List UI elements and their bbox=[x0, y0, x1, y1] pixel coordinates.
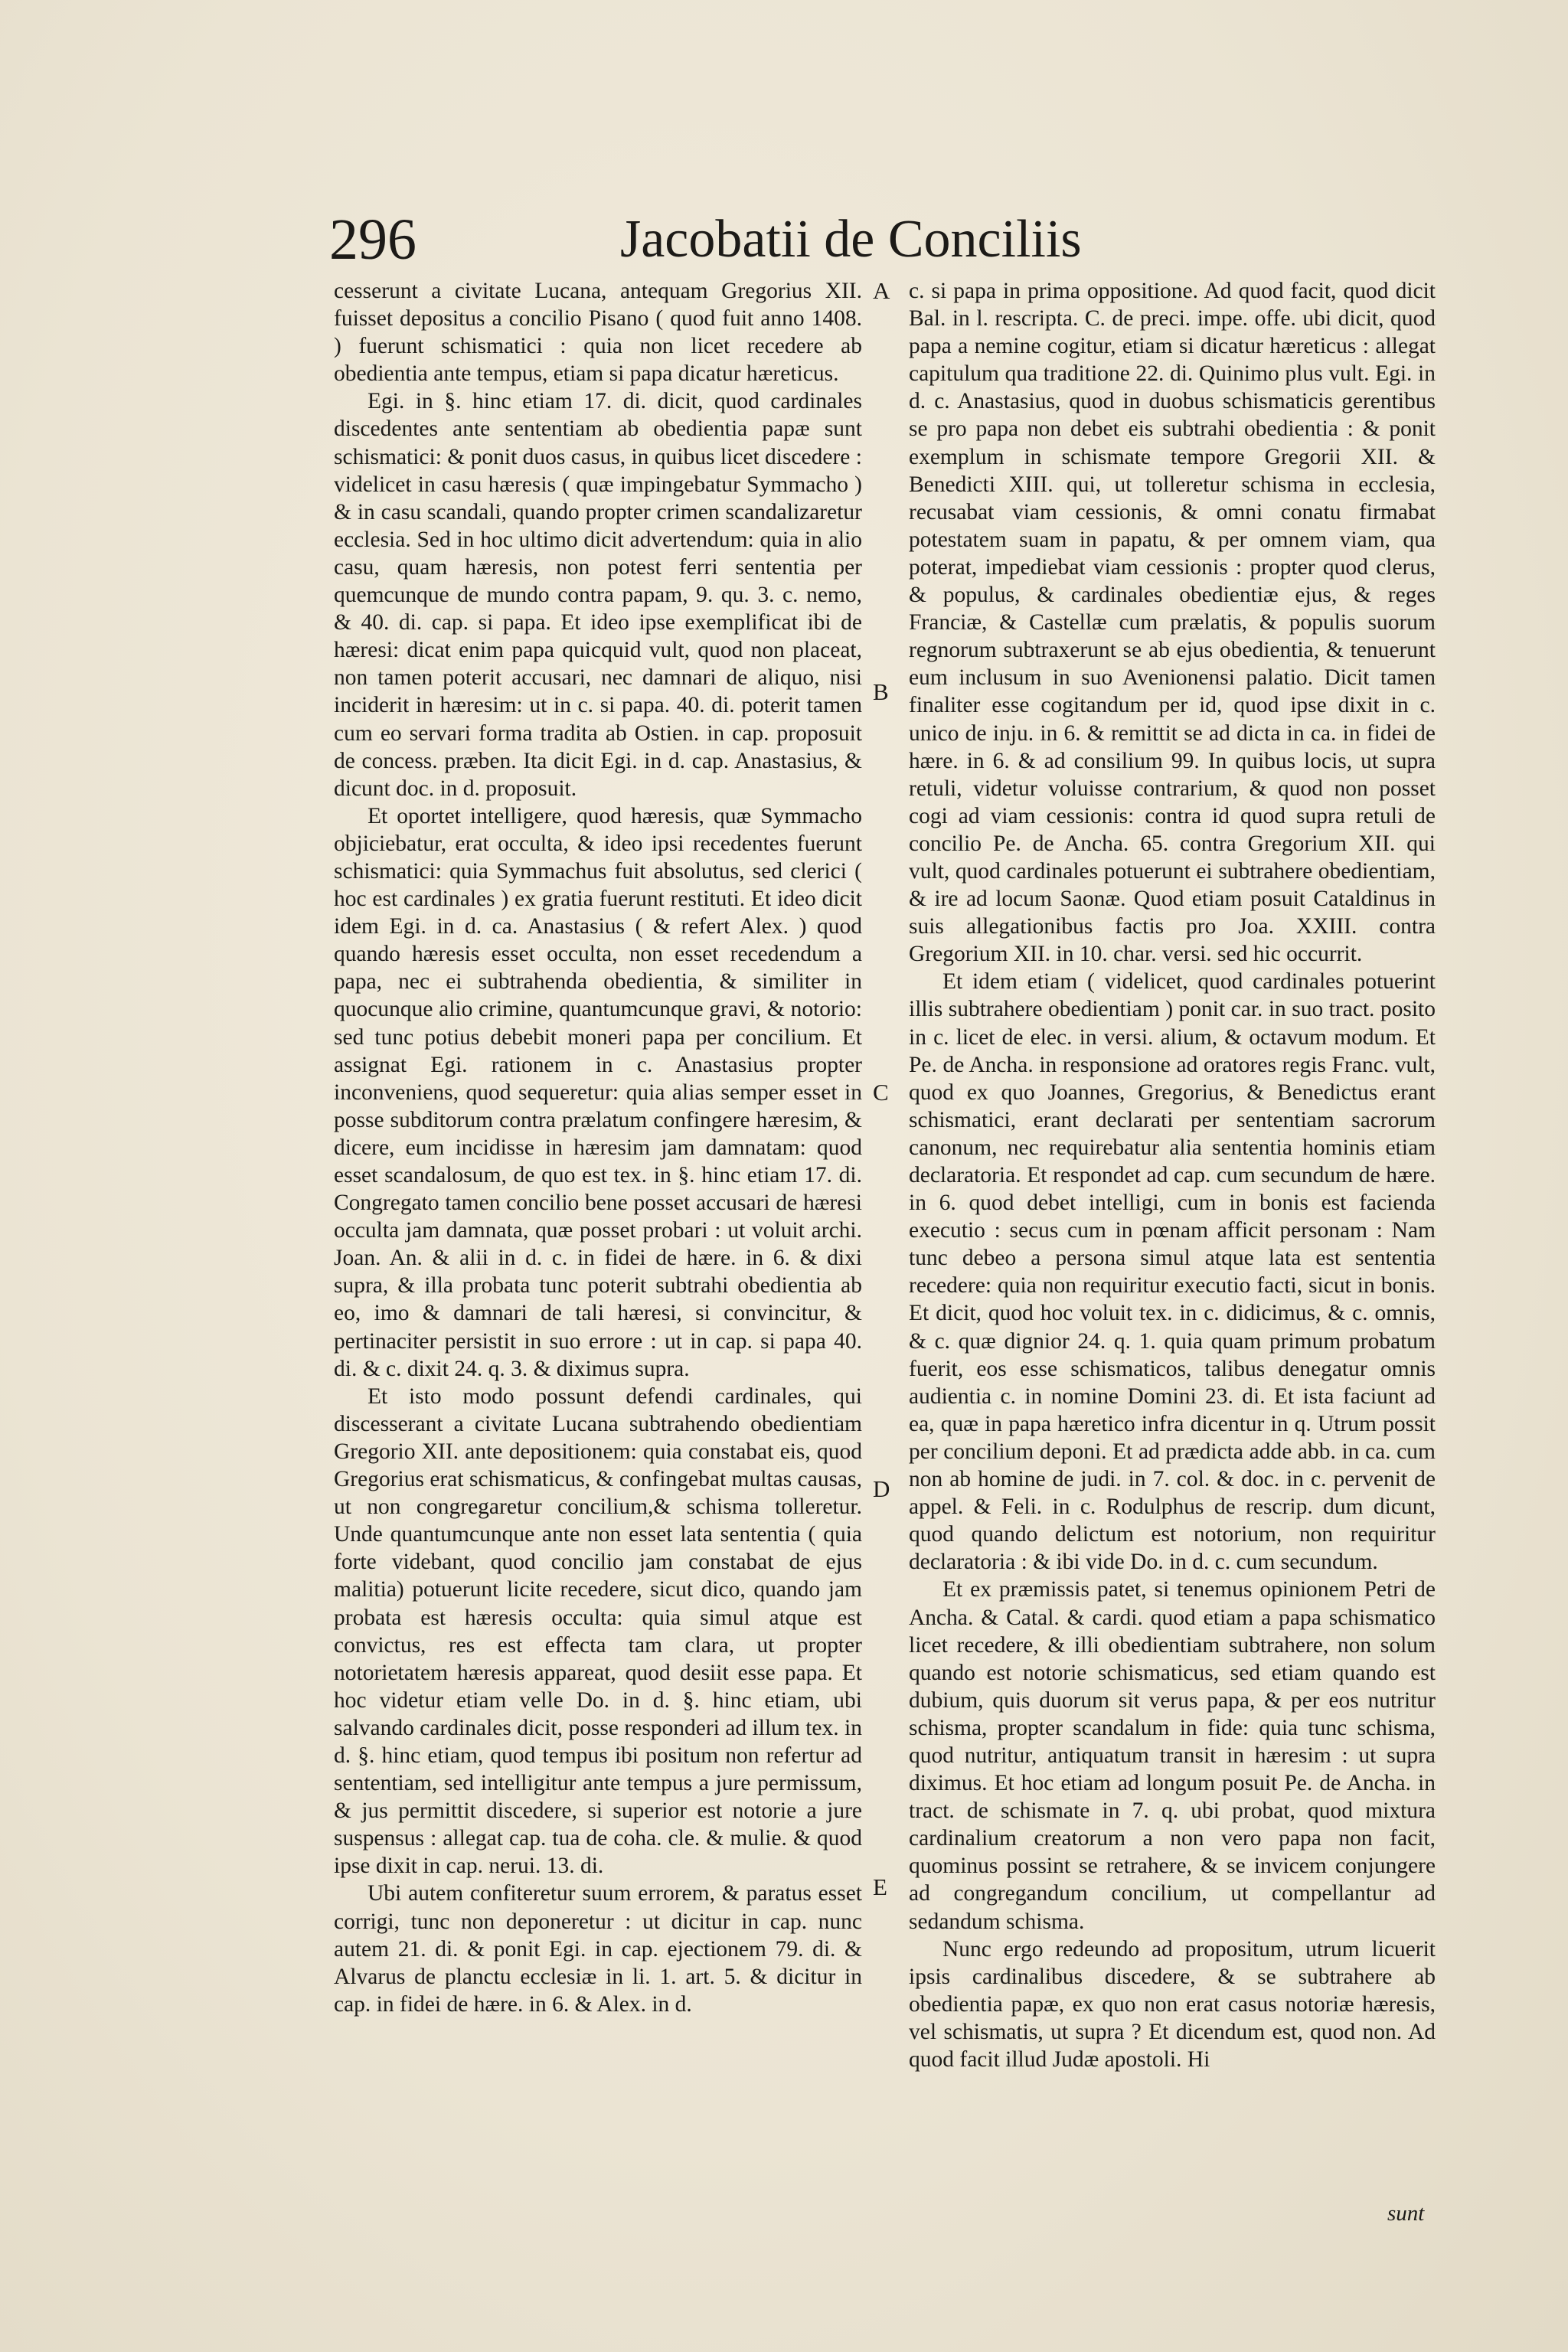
paragraph: c. si papa in prima oppositione. Ad quod facit, quod dicit Bal. in l. rescripta. C. de preci. impe. offe. ubi dicit, quod papa a nemine cogitur, etiam si dicatur hæreticus : allegat capitulum qua traditione 22. di. Quinimo plus vult. Egi. in d. c. Anastasius, quod in duobus schismaticis gerentibus se pro papa non debet eis subtrahi obedientia : & ponit exemplum in schismate tempore Gregorii XII. & Benedicti XIII. qui, ut tolleretur schisma in ecclesia, recusabat viam cessionis, & omni conatu firmabat potestatem suam in papatu, & per omnem viam, qua poterat, impediebat viam cessionis : propter quod clerus, & populus, & cardinales obedientiæ ejus, & reges Franciæ, & Castellæ cum prælatis, & populis suorum regnorum subtraxerunt se ab ejus obedientia, & tenuerunt eum inclusum in suo Avenionensi palatio. Dicit tamen finaliter esse cogitandum per id, quod ipse dixit in c. unico de inju. in 6. & remittit se ad dicta in ca. in fidei de hære. in 6. & ad consilium 99. In quibus locis, ut supra retuli, videtur voluisse contrarium, & quod non posset cogi ad viam cessionis: contra id quod supra retuli de concilio Pe. de Ancha. 65. contra Gregorium XII. qui vult, quod cardinales potuerunt ei subtrahere obedientiam, & ire ad locum Saonæ. Quod etiam posuit Cataldinus in suis allegationibus factis pro Joa. XXIII. contra Gregorium XII. in 10. char. versi. sed hic occurrit. bbox=[909, 279, 1436, 967]
paragraph: cesserunt a civitate Lucana, antequam Gregorius XII. fuisset depositus a concilio Pisano ( quod fuit anno 1408. ) fuerunt schismatici : quia non licet recedere ab obedientia ante tempus, etiam si papa dicatur hæreticus. bbox=[334, 279, 862, 387]
paragraph: Nunc ergo redeundo ad propositum, utrum licuerit ipsis cardinalibus discedere, & se subtrahere ab obedientia papæ, ex quo non erat casus notoriæ hæresis, vel schismatis, ut supra ? Et dicendum est, quod non. Ad quod facit illud Judæ apostoli. Hi bbox=[909, 1936, 1436, 2072]
right-column bbox=[909, 277, 1436, 2073]
paragraph: Egi. in §. hinc etiam 17. di. dicit, quod cardinales discedentes ante sententiam ab obedientia papæ sunt schismatici: & ponit duos casus, in quibus licet discedere : videlicet in casu hæresis ( quæ impingebatur Symmacho ) & in casu scandali, quando propter crimen scandalizaretur ecclesia. Sed in hoc ultimo dicit advertendum: quia in alio casu, quam hæresis, non potest ferri sententia per quemcunque de mundo contra papam, 9. qu. 3. c. nemo, & 40. di. cap. si papa. Et ideo ipse exemplificat ibi de hæresi: dicat enim papa quicquid vult, quod non placeat, non tamen poterit accusari, nec damnari de aliquo, nisi inciderit in hæresim: ut in c. si papa. 40. di. poterit tamen cum eo servari forma tradita ab Ostien. in cap. proposuit de concess. præben. Ita dicit Egi. in d. cap. Anastasius, & dicunt doc. in d. proposuit. bbox=[334, 389, 862, 801]
left-column bbox=[334, 277, 862, 2018]
section-marker: E bbox=[873, 1873, 887, 1900]
paragraph: Et ex præmissis patet, si tenemus opinionem Petri de Ancha. & Catal. & cardi. quod etiam a papa schismatico licet recedere, & illi obedientiam subtrahere, non solum quando est notorie schismaticus, sed etiam quando est dubium, quis duorum sit verus papa, & per eos nutritur schisma, propter scandalum in fide: quia tunc schisma, quod nutritur, antiquatum transit in hæresim : ut supra diximus. Et hoc etiam ad longum posuit Pe. de Ancha. in tract. de schismate in 7. q. ubi probat, quod mixtura cardinalium creatorum a non vero papa non facit, quominus possint se retrahere, & se invicem conjungere ad congregandum concilium, ut compellantur ad sedandum schisma. bbox=[909, 1577, 1436, 1934]
page-header bbox=[329, 205, 1524, 274]
section-marker: C bbox=[873, 1079, 889, 1106]
paragraph: Et idem etiam ( videlicet, quod cardinales potuerint illis subtrahere obedientiam ) ponit car. in suo tract. posito in c. licet de elec. in versi. alium, & octavum modum. Et Pe. de Ancha. in responsione ad oratores regis Franc. vult, quod ex quo Joannes, Gregorius, & Benedictus erant schismatici, erant declarati per sententiam sacrorum canonum, nec requirebatur alia sententia hominis etiam declaratoria. Et respondet ad cap. cum secundum de hære. in 6. quod debet intelligi, cum in bonis est facienda executio : secus cum in pœnam afficit personam : Nam tunc debeo a persona simul atque lata est sententia recedere: quia non requiritur executio facti, sicut in bonis. Et dicit, quod hoc voluit tex. in c. didicimus, & c. omnis, & c. quæ dignior 24. q. 1. quia quam primum probatum fuerit, eos esse schismaticos, talibus denegatur omnis audientia c. in nomine Domini 23. di. Et ista faciunt ad ea, quæ in papa hæretico infra dicentur in q. Utrum possit per concilium deponi. Et ad prædicta adde abb. in ca. cum non ab homine de judi. in 7. col. & doc. in c. pervenit de appel. & Feli. in c. Rodulphus de rescrip. dum dicunt, quod quando delictum est notorium, non requiritur declaratoria : & ibi vide Do. in d. c. cum secundum. bbox=[909, 969, 1436, 1575]
paragraph: Ubi autem confiteretur suum errorem, & paratus esset corrigi, tunc non deponeretur : ut dicitur in cap. nunc autem 21. di. & ponit Egi. in cap. ejectionem 79. di. & Alvarus de planctu ecclesiæ in li. 1. art. 5. & dicitur in cap. in fidei de hære. in 6. & Alex. in d. bbox=[334, 1881, 862, 2017]
paragraph: Et oportet intelligere, quod hæresis, quæ Symmacho objiciebatur, erat occulta, & ideo ipsi recedentes fuerunt schismatici: quia Symmachus fuit absolutus, sed clerici ( hoc est cardinales ) ex gratia fuerunt restituti. Et ideo dicit idem Egi. in d. ca. Anastasius ( & refert Alex. ) quod quando hæresis esset occulta, non esset recedendum a papa, nec ei subtrahenda obedientia, & similiter in quocunque alio crimine, quantumcunque gravi, & notorio: sed tunc potius debebit moneri papa per concilium. Et assignat Egi. rationem in c. Anastasius propter inconveniens, quod sequeretur: quia alias semper esset in posse subditorum contra prælatum confingere hæresim, & dicere, eum incidisse in hæresim jam damnatam: quod esset scandalosum, de quo est tex. in §. hinc etiam 17. di. Congregato tamen concilio bene posset accusari de hæresi occulta jam damnata, quæ posset probari : ut voluit archi. Joan. An. & alii in d. c. in fidei de hære. in 6. & dixi supra, & illa probata tunc poterit subtrahi obedientia ab eo, imo & damnari de tali hæresi, si convincitur, & pertinaciter persistit in suo errore : ut in cap. si papa 40. di. & c. dixit 24. q. 3. & diximus supra. bbox=[334, 803, 862, 1381]
section-marker: D bbox=[873, 1475, 890, 1502]
section-marker: B bbox=[873, 678, 889, 705]
section-marker: A bbox=[873, 277, 890, 304]
paragraph: Et isto modo possunt defendi cardinales, qui discesserant a civitate Lucana subtrahendo obedientiam Gregorio XII. ante depositionem: quia constabat eis, quod Gregorius erat schismaticus, & confingebat multas causas, ut non congregaretur concilium,& schisma tolleretur. Unde quantumcunque ante non esset lata sententia ( quia forte videbant, quod concilio jam constabat de ejus malitia) potuerunt licite recedere, sicut dico, quando jam probata est hæresis occulta: quia simul atque est convictus, res est effecta tam clara, ut propter notorietatem hæresis appareat, quod desiit esse papa. Et hoc videtur etiam velle Do. in d. §. hinc etiam, ubi salvando cardinales dicit, posse responderi ad illum tex. in d. §. hinc etiam, quod tempus ibi positum non refertur ad sententiam, sed intelligitur ante tempus a jure permissum, & jus permittit discedere, si superior est notorie a jure suspensus : allegat cap. tua de coha. cle. & mulie. & quod ipse dixit in cap. nerui. 13. di. bbox=[334, 1383, 862, 1879]
margin-section-markers bbox=[873, 277, 903, 2191]
page-number: 296 bbox=[329, 207, 416, 272]
catchword: sunt bbox=[1387, 2201, 1425, 2226]
running-title: Jacobatii de Conciliis bbox=[620, 210, 1082, 269]
